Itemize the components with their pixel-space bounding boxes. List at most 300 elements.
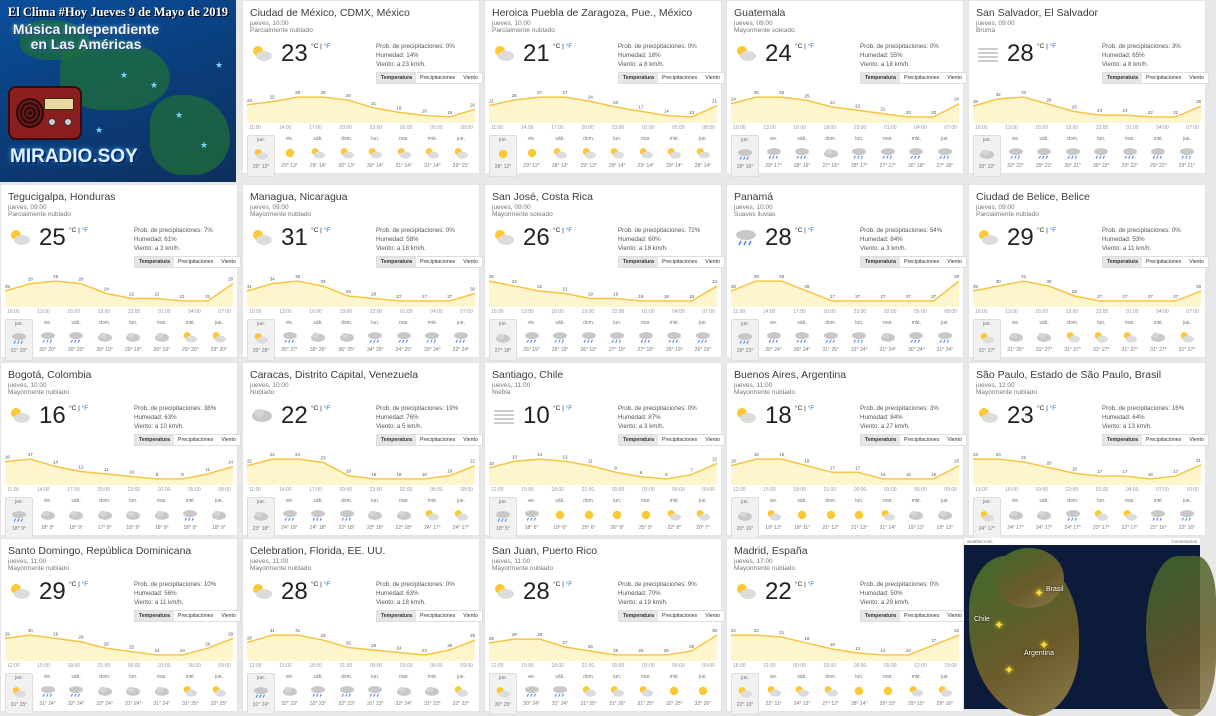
forecast-day[interactable]: sáb. 32° 24° — [67, 674, 85, 707]
forecast-day[interactable]: jue. 24° 17° — [973, 497, 1001, 539]
tab-precipitation[interactable]: Precipitaciones — [904, 259, 940, 265]
forecast-day[interactable]: mar. 31° 24° — [879, 320, 897, 353]
tab-temperature[interactable]: Temperatura — [619, 611, 658, 621]
map-feedback-link[interactable]: Comentarios — [1171, 539, 1197, 544]
forecast-day[interactable]: mar. 31° 27° — [1121, 320, 1139, 353]
tab-wind[interactable]: Viento — [463, 437, 478, 443]
hour-label: 14:00 — [278, 487, 292, 493]
tab-wind[interactable]: Viento — [705, 437, 720, 443]
stats: Prob. de precipitaciones: 0% Humedad: 14% Viento: a 23 km/h. — [376, 43, 455, 68]
forecast-day[interactable]: sáb. 26° 19° — [551, 320, 569, 353]
unit-toggle[interactable]: °C | °F — [1037, 227, 1057, 234]
temp-point-label: 15 — [829, 642, 835, 648]
forecast-day[interactable]: sáb. 29° 21° — [1035, 136, 1053, 169]
forecast-day[interactable]: lun. 30° 22° — [1092, 136, 1110, 169]
forecast-day[interactable]: mié. 31° 27° — [1150, 320, 1167, 353]
forecast-day[interactable]: lun. 21° 13° — [850, 498, 868, 531]
forecast-day[interactable]: sáb. 28° 13° — [551, 136, 569, 169]
unit-toggle[interactable]: °C | °F — [553, 227, 573, 234]
forecast-day[interactable]: jue. 29° 20° — [210, 320, 228, 353]
unit-toggle[interactable]: °C | °F — [311, 581, 331, 588]
tab-precipitation[interactable]: Precipitaciones — [1146, 437, 1182, 443]
forecast-day[interactable]: lun. 26° 9° — [603, 497, 631, 539]
hour-label: 22:00 — [853, 125, 867, 131]
tab-precipitation[interactable]: Precipitaciones — [662, 75, 698, 81]
temp-point-label: 27 — [1097, 293, 1103, 299]
city-name: Caracas, Distrito Capital, Venezuela — [250, 369, 419, 381]
forecast-day[interactable]: dom. 31° 25° — [580, 674, 597, 707]
tab-wind[interactable]: Viento — [947, 259, 962, 265]
partly-icon — [580, 146, 598, 160]
forecast-day[interactable]: sáb. 18° 9° — [62, 497, 90, 539]
tab-temperature[interactable]: Temperatura — [1103, 435, 1142, 445]
forecast-day[interactable]: sáb. 24° 18° — [309, 498, 327, 531]
forecast-day[interactable]: mié. 33° 24° — [424, 320, 441, 353]
sun-icon — [793, 508, 811, 522]
hour-label: 18:00 — [67, 663, 80, 669]
condition: Mayormente nublado — [250, 565, 312, 572]
tab-wind[interactable]: Viento — [947, 613, 962, 619]
tab-temperature[interactable]: Temperatura — [619, 73, 658, 83]
forecast-day[interactable]: dom. 36° 25° — [338, 320, 355, 353]
forecast-day[interactable]: jue. 27° 18° — [936, 136, 954, 169]
forecast-day[interactable]: vie. 29° 12° — [523, 136, 540, 169]
forecast-day[interactable]: jue. 28° 14° — [694, 136, 712, 169]
forecast-day[interactable]: lun. 31° 24° — [850, 320, 868, 353]
tab-temperature[interactable]: Temperatura — [135, 611, 174, 621]
tab-precipitation[interactable]: Precipitaciones — [1146, 259, 1182, 265]
unit-toggle[interactable]: °C | °F — [795, 581, 815, 588]
hour-label: 06:00 — [672, 487, 685, 493]
sun-icon — [665, 684, 683, 698]
rain-icon — [281, 330, 299, 344]
tab-temperature[interactable]: Temperatura — [377, 73, 416, 83]
forecast-day[interactable]: lun. 28° 14° — [850, 674, 868, 707]
forecast-day[interactable]: vie. 32° 22° — [1007, 136, 1024, 169]
unit-toggle[interactable]: °C | °F — [795, 43, 815, 50]
hour-label: 06:00 — [853, 663, 867, 669]
unit-toggle[interactable]: °C | °F — [553, 405, 573, 412]
forecast-day[interactable]: mié. 29° 14° — [666, 136, 683, 169]
tab-temperature[interactable]: Temperatura — [377, 611, 416, 621]
rain-icon — [936, 146, 954, 160]
tab-temperature[interactable]: Temperatura — [861, 435, 900, 445]
tab-temperature[interactable]: Temperatura — [135, 435, 174, 445]
forecast-day[interactable]: mar. 27° 17° — [879, 136, 897, 169]
tab-wind[interactable]: Viento — [1189, 437, 1204, 443]
unit-toggle[interactable]: °C | °F — [795, 405, 815, 412]
forecast-day[interactable]: jue. 33° 22° — [973, 135, 1001, 177]
forecast-day[interactable]: jue. 32° 22° — [452, 674, 470, 707]
forecast-day[interactable]: mié. 22° 8° — [660, 497, 688, 539]
hour-axis — [733, 125, 957, 131]
hour-label: 16:00 — [1035, 309, 1048, 315]
forecast-day[interactable]: dom. 32° 23° — [338, 674, 355, 707]
forecast-day[interactable]: jue. 29° 15° — [452, 136, 470, 169]
forecast-day[interactable]: mar. 27° 19° — [637, 320, 655, 353]
forecast-day[interactable]: vie. 29° 13° — [281, 136, 298, 169]
forecast-day[interactable]: jue. 22° 13° — [731, 673, 759, 715]
tab-wind[interactable]: Viento — [463, 75, 478, 81]
hour-label: 06:00 — [672, 663, 685, 669]
tab-temperature[interactable]: Temperatura — [1103, 257, 1142, 267]
forecast-day[interactable]: jue. 31° 24° — [936, 320, 954, 353]
forecast-day[interactable]: vie. 31° 26° — [1007, 320, 1024, 353]
forecast-day[interactable]: lun. 31° 24° — [124, 674, 142, 707]
local-time: jueves, 09:00 — [250, 204, 289, 211]
forecast-day[interactable]: vie. 22° 11° — [765, 674, 782, 707]
forecast-day[interactable]: jue. 30° 25° — [489, 673, 517, 715]
forecast-day[interactable]: jue. 31° 25° — [5, 673, 33, 715]
weather-card — [484, 184, 722, 358]
forecast-day[interactable]: jue. 18° 9° — [5, 497, 33, 539]
forecast-day[interactable]: jue. 28° 12° — [489, 135, 517, 177]
forecast-day[interactable]: mié. 31° 25° — [182, 674, 199, 707]
forecast-day[interactable]: dom. 27° 12° — [822, 674, 839, 707]
forecast-day[interactable]: mié. 18° 9° — [176, 497, 204, 539]
forecast-day[interactable]: mar. 30° 19° — [153, 320, 171, 353]
forecast-day[interactable]: jue. 32° 26° — [694, 674, 712, 707]
forecast-day[interactable]: mar. 29° 14° — [637, 136, 655, 169]
tab-wind[interactable]: Viento — [221, 437, 236, 443]
forecast-day[interactable]: mié. 26° 19° — [666, 320, 683, 353]
temp-point-label: 17 — [1097, 469, 1103, 475]
forecast-day[interactable]: dom. 29° 13° — [580, 136, 597, 169]
temp-point-label: 18 — [730, 458, 736, 464]
forecast-day[interactable]: mié. 30° 24° — [908, 320, 925, 353]
forecast-day[interactable]: jue. 31° 27° — [1178, 320, 1196, 353]
weather-map[interactable]: weather.com Comentarios Brasil Chile Argentina ✦ ✦ ✦ ✦ — [964, 538, 1200, 709]
forecast-day[interactable]: dom. 30° 13° — [338, 136, 355, 169]
tab-wind[interactable]: Viento — [705, 259, 720, 265]
rain-icon — [252, 685, 270, 699]
forecast-day[interactable]: dom. 21° 12° — [822, 498, 839, 531]
tab-wind[interactable]: Viento — [221, 259, 236, 265]
unit-toggle[interactable]: °C | °F — [69, 405, 89, 412]
partly-icon — [8, 227, 32, 247]
forecast-day[interactable]: dom. 20° 6° — [575, 497, 603, 539]
forecast-day[interactable]: sáb. 35° 26° — [309, 320, 327, 353]
forecast-day[interactable]: dom. 30° 21° — [1064, 136, 1081, 169]
forecast-day[interactable]: dom. 30° 19° — [96, 320, 113, 353]
temp-point-label: 24 — [269, 452, 275, 458]
forecast-day[interactable]: sáb. 24° 17° — [1035, 498, 1053, 531]
unit-toggle[interactable]: °C | °F — [553, 43, 573, 50]
tab-precipitation[interactable]: Precipitaciones — [904, 75, 940, 81]
forecast-day[interactable]: lun. 27° 19° — [608, 320, 626, 353]
tab-wind[interactable]: Viento — [463, 259, 478, 265]
forecast-day[interactable]: mar. 31° 25° — [637, 674, 655, 707]
tab-temperature[interactable]: Temperatura — [377, 257, 416, 267]
tab-precipitation[interactable]: Precipitaciones — [178, 437, 214, 443]
forecast-day[interactable]: jue. 29° 12° — [247, 135, 275, 177]
tab-wind[interactable]: Viento — [1189, 259, 1204, 265]
forecast-day[interactable]: vie. 35° 27° — [281, 320, 298, 353]
forecast-day[interactable]: jue. 28° 16° — [731, 135, 759, 177]
temp-point-label: 25 — [4, 284, 10, 290]
tab-precipitation[interactable]: Precipitaciones — [904, 437, 940, 443]
forecast-day[interactable]: mié. 24° 17° — [424, 498, 441, 531]
forecast-day[interactable]: jue. 29° 16° — [936, 674, 954, 707]
forecast-day[interactable]: mar. 22° 17° — [1121, 498, 1139, 531]
hour-axis — [975, 309, 1199, 315]
partly-icon — [1092, 508, 1110, 522]
forecast-day[interactable]: jue. 31° 20° — [5, 319, 33, 361]
forecast-day[interactable]: mar. 31° 24° — [153, 674, 171, 707]
tab-precipitation[interactable]: Precipitaciones — [662, 613, 698, 619]
forecast-day[interactable]: jue. 24° 17° — [452, 498, 470, 531]
hour-label: 13:00 — [1005, 125, 1018, 131]
forecast-day[interactable]: sáb. 31° 27° — [1035, 320, 1053, 353]
tab-temperature[interactable]: Temperatura — [861, 73, 900, 83]
partly-icon — [452, 146, 470, 160]
tab-precipitation[interactable]: Precipitaciones — [420, 437, 456, 443]
forecast-day[interactable]: mar. 34° 25° — [395, 320, 413, 353]
forecast-day[interactable]: mar. 29° 22° — [1121, 136, 1139, 169]
tab-precipitation[interactable]: Precipitaciones — [904, 613, 940, 619]
forecast-day[interactable]: lun. 18° 9° — [119, 497, 147, 539]
hour-label: 16:00 — [1035, 125, 1048, 131]
temp-point-label: 21 — [179, 293, 185, 299]
tab-wind[interactable]: Viento — [705, 75, 720, 81]
cloud-icon — [907, 508, 925, 522]
forecast-day[interactable]: jue. 19° 13° — [936, 498, 954, 531]
partly-icon — [734, 43, 758, 63]
hour-label: 05:00 — [672, 125, 685, 131]
forecast-day[interactable]: jue. 35° 28° — [247, 319, 275, 361]
daily-forecast — [731, 319, 959, 361]
forecast-day[interactable]: vie. 24° 18° — [281, 498, 298, 531]
hour-label: 03:00 — [158, 663, 171, 669]
forecast-day[interactable]: lun. 23° 17° — [1092, 498, 1110, 531]
tab-temperature[interactable]: Temperatura — [1103, 73, 1142, 83]
tab-temperature[interactable]: Temperatura — [619, 257, 658, 267]
cloud-icon — [210, 508, 228, 522]
tab-precipitation[interactable]: Precipitaciones — [420, 613, 456, 619]
temp-point-label: 27 — [1173, 293, 1179, 299]
forecast-day[interactable]: dom. 26° 19° — [580, 320, 597, 353]
forecast-day[interactable]: sáb. 28° 16° — [793, 136, 811, 169]
forecast-day[interactable]: jue. 20° 7° — [689, 497, 717, 539]
sun-icon — [637, 508, 655, 522]
forecast-day[interactable]: lun. 31° 26° — [608, 674, 626, 707]
forecast-day[interactable]: jue. 27° 18° — [489, 319, 517, 361]
forecast-day[interactable]: jue. 18° 5° — [489, 497, 517, 539]
unit-toggle[interactable]: °C | °F — [69, 227, 89, 234]
tab-precipitation[interactable]: Precipitaciones — [1146, 75, 1182, 81]
unit-toggle[interactable]: °C | °F — [311, 43, 331, 50]
forecast-day[interactable]: vie. 24° 17° — [1007, 498, 1024, 531]
unit-toggle[interactable]: °C | °F — [311, 227, 331, 234]
forecast-day[interactable]: dom. 22° 18° — [338, 498, 355, 531]
tab-precipitation[interactable]: Precipitaciones — [420, 259, 456, 265]
forecast-day[interactable]: lun. 29° 14° — [608, 136, 626, 169]
temp-point-label: 11 — [588, 458, 593, 464]
forecast-day[interactable]: mié. 31° 14° — [424, 136, 441, 169]
forecast-day[interactable]: sáb. 19° 6° — [546, 497, 574, 539]
local-time: jueves, 09:00 — [492, 204, 531, 211]
forecast-day[interactable]: mié. 29° 22° — [1150, 136, 1167, 169]
temp-point-label: 18 — [663, 293, 669, 299]
tab-wind[interactable]: Viento — [947, 437, 962, 443]
cloud-icon — [124, 330, 142, 344]
forecast-day[interactable]: mié. 31° 23° — [424, 674, 441, 707]
forecast-day[interactable]: jue. 23° 18° — [247, 497, 275, 539]
chart-tabs — [618, 434, 725, 446]
local-time: jueves, 10:00 — [492, 20, 531, 27]
daily-forecast — [731, 673, 959, 715]
forecast-day[interactable]: vie. 30° 20° — [39, 320, 56, 353]
forecast-day[interactable]: jue. 22° 16° — [1178, 498, 1196, 531]
partly-icon — [492, 581, 516, 601]
temp-point-label: 29 — [511, 632, 517, 638]
forecast-day[interactable]: mar. 22° 18° — [395, 498, 413, 531]
temp-point-label: 24 — [730, 96, 736, 102]
tab-wind[interactable]: Viento — [221, 613, 236, 619]
temperature-area — [5, 459, 233, 485]
forecast-day[interactable]: vie. 19° 12° — [765, 498, 782, 531]
tab-wind[interactable]: Viento — [947, 75, 962, 81]
tab-precipitation[interactable]: Precipitaciones — [420, 75, 456, 81]
forecast-day[interactable]: mié. 22° 16° — [1150, 498, 1167, 531]
forecast-day[interactable]: jue. 20° 16° — [731, 497, 759, 539]
forecast-day[interactable]: dom. 32° 24° — [96, 674, 113, 707]
local-time: jueves, 11:00 — [250, 558, 289, 565]
unit-toggle[interactable]: °C | °F — [795, 227, 815, 234]
condition: Parcialmente nublado — [250, 27, 313, 34]
forecast-day[interactable]: jue. 31° 24° — [247, 673, 275, 715]
forecast-day[interactable]: sáb. 31° 24° — [551, 674, 569, 707]
forecast-day[interactable]: jue. 32° 25° — [210, 674, 228, 707]
forecast-day[interactable]: jue. 26° 19° — [694, 320, 712, 353]
forecast-day[interactable]: mar. 29° 15° — [879, 674, 897, 707]
forecast-day[interactable]: mié. 19° 12° — [908, 498, 925, 531]
stats: Prob. de precipitaciones: 0% Humedad: 55% Viento: a 18 km/h. — [860, 43, 939, 68]
temp-point-label: 25 — [638, 647, 644, 653]
forecast-day[interactable]: sáb. 30° 24° — [793, 320, 811, 353]
unit-toggle[interactable]: °C | °F — [69, 581, 89, 588]
forecast-day[interactable]: sáb. 24° 12° — [793, 674, 811, 707]
map-label-argentina: Argentina — [1024, 650, 1054, 657]
unit-toggle[interactable]: °C | °F — [311, 405, 331, 412]
temp-point-label: 23 — [1122, 108, 1128, 114]
tab-precipitation[interactable]: Precipitaciones — [178, 259, 214, 265]
forecast-day[interactable]: vie. 30° 24° — [765, 320, 782, 353]
forecast-day[interactable]: jue. 29° 23° — [731, 319, 759, 361]
current-temp: 25 — [39, 224, 66, 251]
temp-point-label: 35 — [295, 274, 301, 280]
sun-icon — [850, 508, 868, 522]
forecast-day[interactable]: lun. 28° 17° — [850, 136, 868, 169]
partly-icon — [1121, 330, 1139, 344]
forecast-day[interactable]: mar. 25° 9° — [632, 497, 660, 539]
tab-temperature[interactable]: Temperatura — [619, 435, 658, 445]
unit-toggle[interactable]: °C | °F — [1037, 43, 1057, 50]
hour-label: 03:00 — [823, 663, 837, 669]
forecast-day[interactable]: lun. 34° 25° — [366, 320, 384, 353]
forecast-day[interactable]: jue. 31° 27° — [973, 319, 1001, 361]
forecast-day[interactable]: sáb. 29° 14° — [309, 136, 327, 169]
cloud-icon — [395, 508, 413, 522]
tab-precipitation[interactable]: Precipitaciones — [662, 259, 698, 265]
forecast-day[interactable]: mié. 29° 15° — [908, 674, 925, 707]
tab-temperature[interactable]: Temperatura — [861, 611, 900, 621]
hour-label: 03:00 — [642, 487, 655, 493]
temp-point-label: 28 — [972, 99, 978, 105]
forecast-day[interactable]: lun. 29° 19° — [124, 320, 142, 353]
tab-wind[interactable]: Viento — [1189, 75, 1204, 81]
hour-label: 10:00 — [1186, 487, 1199, 493]
current-temp: 21 — [523, 40, 550, 67]
unit-toggle[interactable]: °C | °F — [553, 581, 573, 588]
forecast-day[interactable]: dom. 31° 25° — [822, 320, 839, 353]
stats: Prob. de precipitaciones: 54% Humedad: 84% Viento: a 3 km/h. — [860, 227, 943, 252]
forecast-day[interactable]: mar. 18° 9° — [148, 497, 176, 539]
hour-label: 15:00 — [763, 487, 776, 493]
forecast-day[interactable]: vie. 32° 23° — [281, 674, 298, 707]
temp-point-label: 27 — [537, 90, 543, 96]
hour-label: 01:00 — [158, 309, 171, 315]
tab-temperature[interactable]: Temperatura — [135, 257, 174, 267]
forecast-day[interactable]: dom. 31° 27° — [1064, 320, 1081, 353]
forecast-day[interactable]: vie. 31° 24° — [39, 674, 56, 707]
tab-temperature[interactable]: Temperatura — [377, 435, 416, 445]
forecast-day[interactable]: vie. 29° 17° — [765, 136, 782, 169]
forecast-day[interactable]: sáb. 18° 11° — [794, 498, 811, 531]
forecast-day[interactable]: mar. 31° 14° — [395, 136, 413, 169]
temp-point-label: 21 — [371, 100, 377, 106]
forecast-day[interactable]: dom. 17° 9° — [91, 497, 119, 539]
hour-label: 22:00 — [1095, 125, 1109, 131]
forecast-day[interactable]: lun. 31° 27° — [1092, 320, 1110, 353]
forecast-day[interactable]: dom. 24° 17° — [1064, 498, 1081, 531]
hour-label: 21:00 — [581, 487, 595, 493]
local-time: jueves, 10:00 — [250, 20, 289, 27]
rain-icon — [580, 330, 598, 344]
forecast-day[interactable]: mié. 32° 25° — [666, 674, 683, 707]
forecast-day[interactable]: vie. 26° 19° — [523, 320, 540, 353]
forecast-day[interactable]: mar. 32° 24° — [395, 674, 413, 707]
forecast-day[interactable]: jue. 32° 24° — [452, 320, 470, 353]
forecast-day[interactable]: vie. 30° 24° — [523, 674, 540, 707]
temp-point-label: 17 — [638, 104, 644, 110]
rain-icon — [1178, 508, 1196, 522]
forecast-day[interactable]: vie. 18° 9° — [34, 497, 62, 539]
tab-precipitation[interactable]: Precipitaciones — [662, 437, 698, 443]
forecast-day[interactable]: sáb. 30° 20° — [67, 320, 85, 353]
forecast-day[interactable]: sáb. 32° 23° — [309, 674, 327, 707]
tab-precipitation[interactable]: Precipitaciones — [178, 613, 214, 619]
temperature-area — [731, 97, 959, 123]
forecast-day[interactable]: lun. 31° 23° — [366, 674, 384, 707]
tab-wind[interactable]: Viento — [463, 613, 478, 619]
unit-toggle[interactable]: °C | °F — [1037, 405, 1057, 412]
forecast-day[interactable]: lun. 23° 18° — [366, 498, 384, 531]
rain-icon — [1121, 146, 1139, 160]
forecast-day[interactable]: dom. 27° 16° — [822, 136, 839, 169]
forecast-day[interactable]: mié. 26° 18° — [908, 136, 925, 169]
forecast-day[interactable]: mié. 29° 20° — [182, 320, 199, 353]
forecast-day[interactable]: mar. 21° 14° — [879, 498, 897, 531]
forecast-day[interactable]: lun. 30° 14° — [366, 136, 384, 169]
forecast-day[interactable]: jue. 18° 9° — [205, 497, 233, 539]
forecast-day[interactable]: jue. 29° 21° — [1178, 136, 1196, 169]
forecast-day[interactable]: vie. 18° 6° — [518, 497, 546, 539]
daily-forecast — [973, 319, 1201, 361]
tab-wind[interactable]: Viento — [705, 613, 720, 619]
partly-icon — [976, 405, 1000, 425]
tab-temperature[interactable]: Temperatura — [861, 257, 900, 267]
